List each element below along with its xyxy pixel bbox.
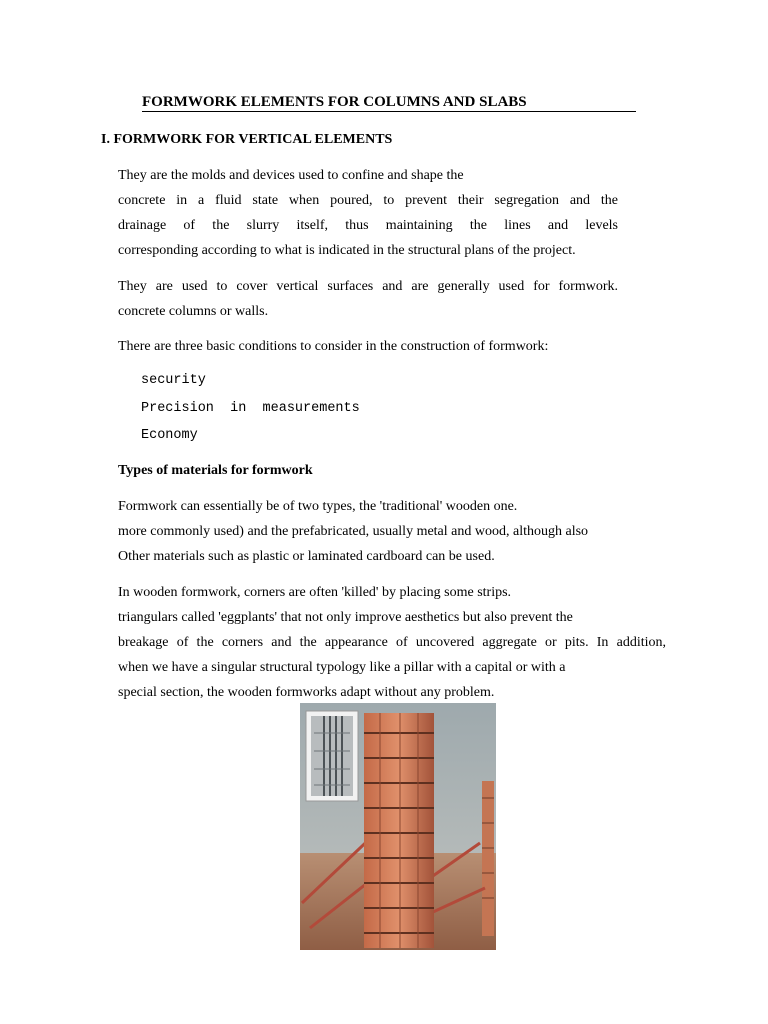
text-line: In wooden formwork, corners are often 'killed' by placing some strips. xyxy=(118,585,512,600)
text-line: They are the molds and devices used to confine and shape the xyxy=(118,168,464,183)
text-line: They are used to cover vertical surfaces and are generally used for formwork. xyxy=(118,279,618,294)
text-line: Formwork can essentially be of two types, the 'traditional' wooden one. xyxy=(118,499,518,514)
section-heading: I. FORMWORK FOR VERTICAL ELEMENTS xyxy=(101,132,393,147)
text-line: when we have a singular structural typology like a pillar with a capital or with a xyxy=(118,660,566,675)
text-line: more commonly used) and the prefabricated, usually metal and wood, although also xyxy=(118,524,589,539)
text-line: concrete in a fluid state when poured, to prevent their segregation and the xyxy=(118,193,618,208)
paragraph-definition xyxy=(118,163,618,263)
list-item: Precision in measurements xyxy=(141,400,360,416)
column-formwork-photo xyxy=(300,703,496,950)
paragraph-conditions-intro xyxy=(118,334,618,359)
paragraph-materials xyxy=(118,494,618,569)
document-title: FORMWORK ELEMENTS FOR COLUMNS AND SLABS xyxy=(142,93,636,112)
text-line: special section, the wooden formworks adapt without any problem. xyxy=(118,685,495,700)
text-line: concrete columns or walls. xyxy=(118,304,269,319)
subheading-materials: Types of materials for formwork xyxy=(118,463,313,478)
text-line: breakage of the corners and the appearance of uncovered aggregate or pits. In addition, xyxy=(118,635,666,650)
list-item: security xyxy=(141,373,206,388)
conditions-list xyxy=(141,370,360,453)
paragraph-wooden-formwork xyxy=(118,580,666,705)
text-line: There are three basic conditions to consider in the construction of formwork: xyxy=(118,339,549,354)
text-line: Other materials such as plastic or laminated cardboard can be used. xyxy=(118,549,495,564)
list-item: Economy xyxy=(141,428,198,443)
text-line: corresponding according to what is indicated in the structural plans of the project. xyxy=(118,243,576,258)
text-line: drainage of the slurry itself, thus maintaining the lines and levels xyxy=(118,218,618,233)
text-line: triangulars called 'eggplants' that not only improve aesthetics but also prevent the xyxy=(118,610,573,625)
paragraph-usage xyxy=(118,274,618,324)
